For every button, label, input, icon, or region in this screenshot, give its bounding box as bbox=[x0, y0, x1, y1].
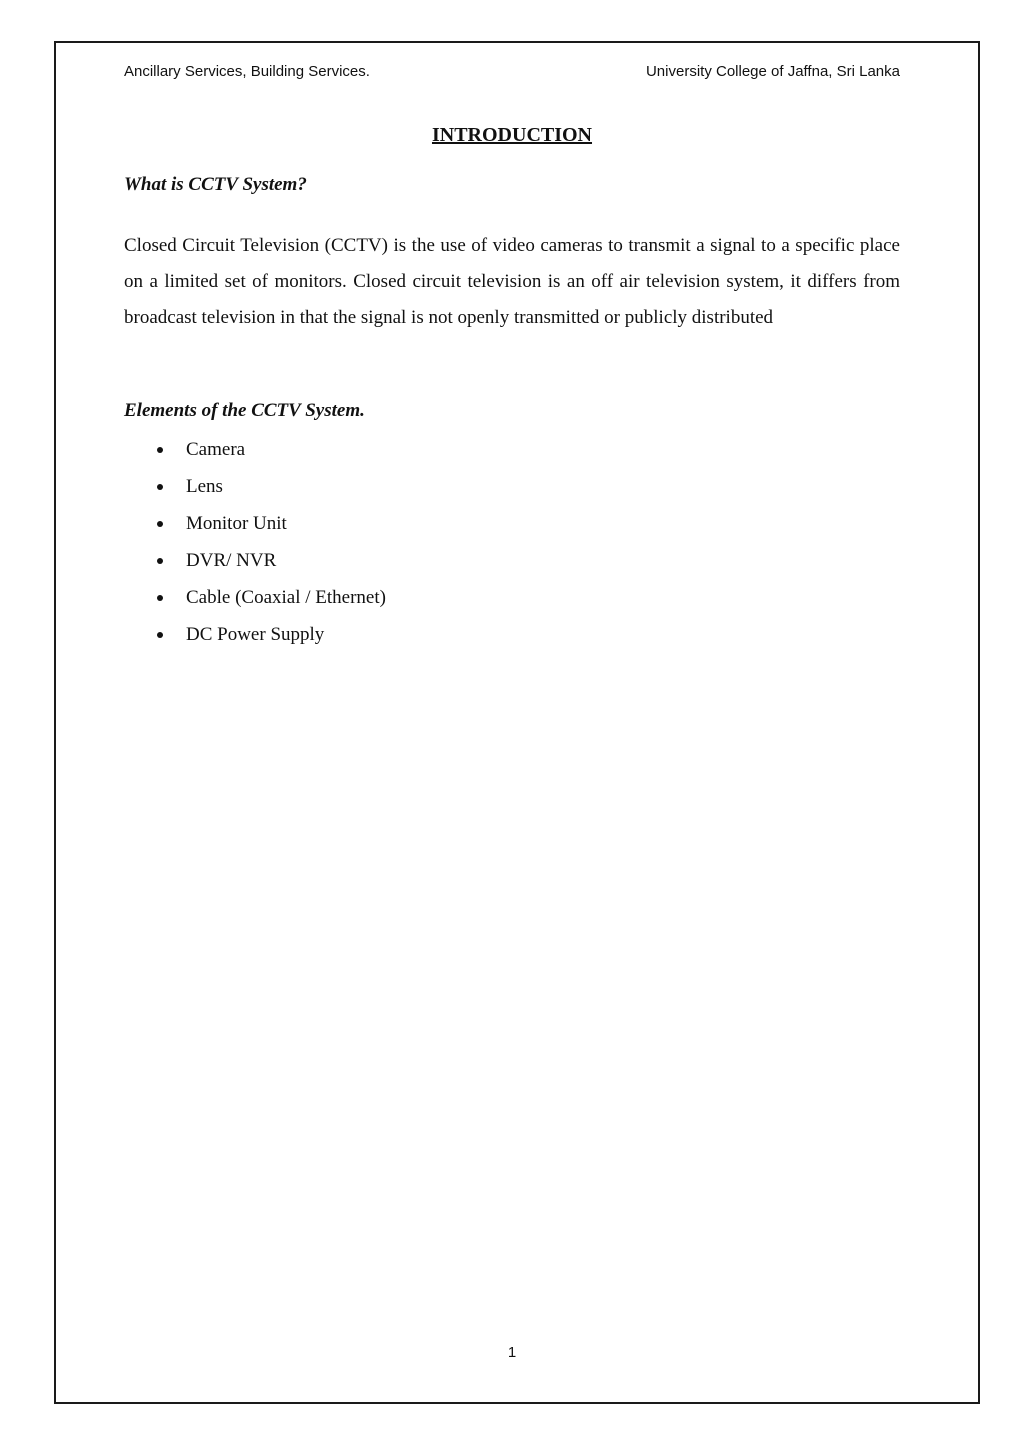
bullet-icon bbox=[157, 558, 163, 564]
list-item bbox=[124, 616, 386, 653]
header-left-text: Ancillary Services, Building Services. bbox=[124, 63, 370, 80]
section-paragraph-cctv-definition: Closed Circuit Television (CCTV) is the use of video cameras to transmit a signal to a specific place on a limited set of monitors. Closed circuit television is an off air television system, it differs from broadcast television in that the signal is not openly transmitted or publicly distributed bbox=[124, 235, 900, 328]
list-item-label: Monitor Unit bbox=[186, 513, 287, 534]
bullet-icon bbox=[157, 595, 163, 601]
bullet-icon bbox=[157, 447, 163, 453]
section-heading-elements: Elements of the CCTV System. bbox=[124, 400, 365, 421]
bullet-icon bbox=[157, 521, 163, 527]
list-item bbox=[124, 431, 386, 468]
elements-bullet-list bbox=[124, 431, 386, 653]
list-item-label: DVR/ NVR bbox=[186, 550, 277, 571]
list-item-label: Lens bbox=[186, 476, 223, 497]
page-number: 1 bbox=[507, 1344, 517, 1361]
list-item-label: DC Power Supply bbox=[186, 624, 325, 645]
bullet-icon bbox=[157, 632, 163, 638]
list-item-label: Cable (Coaxial / Ethernet) bbox=[186, 587, 386, 608]
list-item bbox=[124, 468, 386, 505]
list-item bbox=[124, 505, 386, 542]
bullet-icon bbox=[157, 484, 163, 490]
header-right-text: University College of Jaffna, Sri Lanka bbox=[645, 63, 900, 80]
page-title: INTRODUCTION bbox=[431, 124, 593, 146]
list-item-label: Camera bbox=[186, 439, 246, 460]
list-item bbox=[124, 542, 386, 579]
section-heading-cctv-definition: What is CCTV System? bbox=[124, 174, 307, 195]
list-item bbox=[124, 579, 386, 616]
